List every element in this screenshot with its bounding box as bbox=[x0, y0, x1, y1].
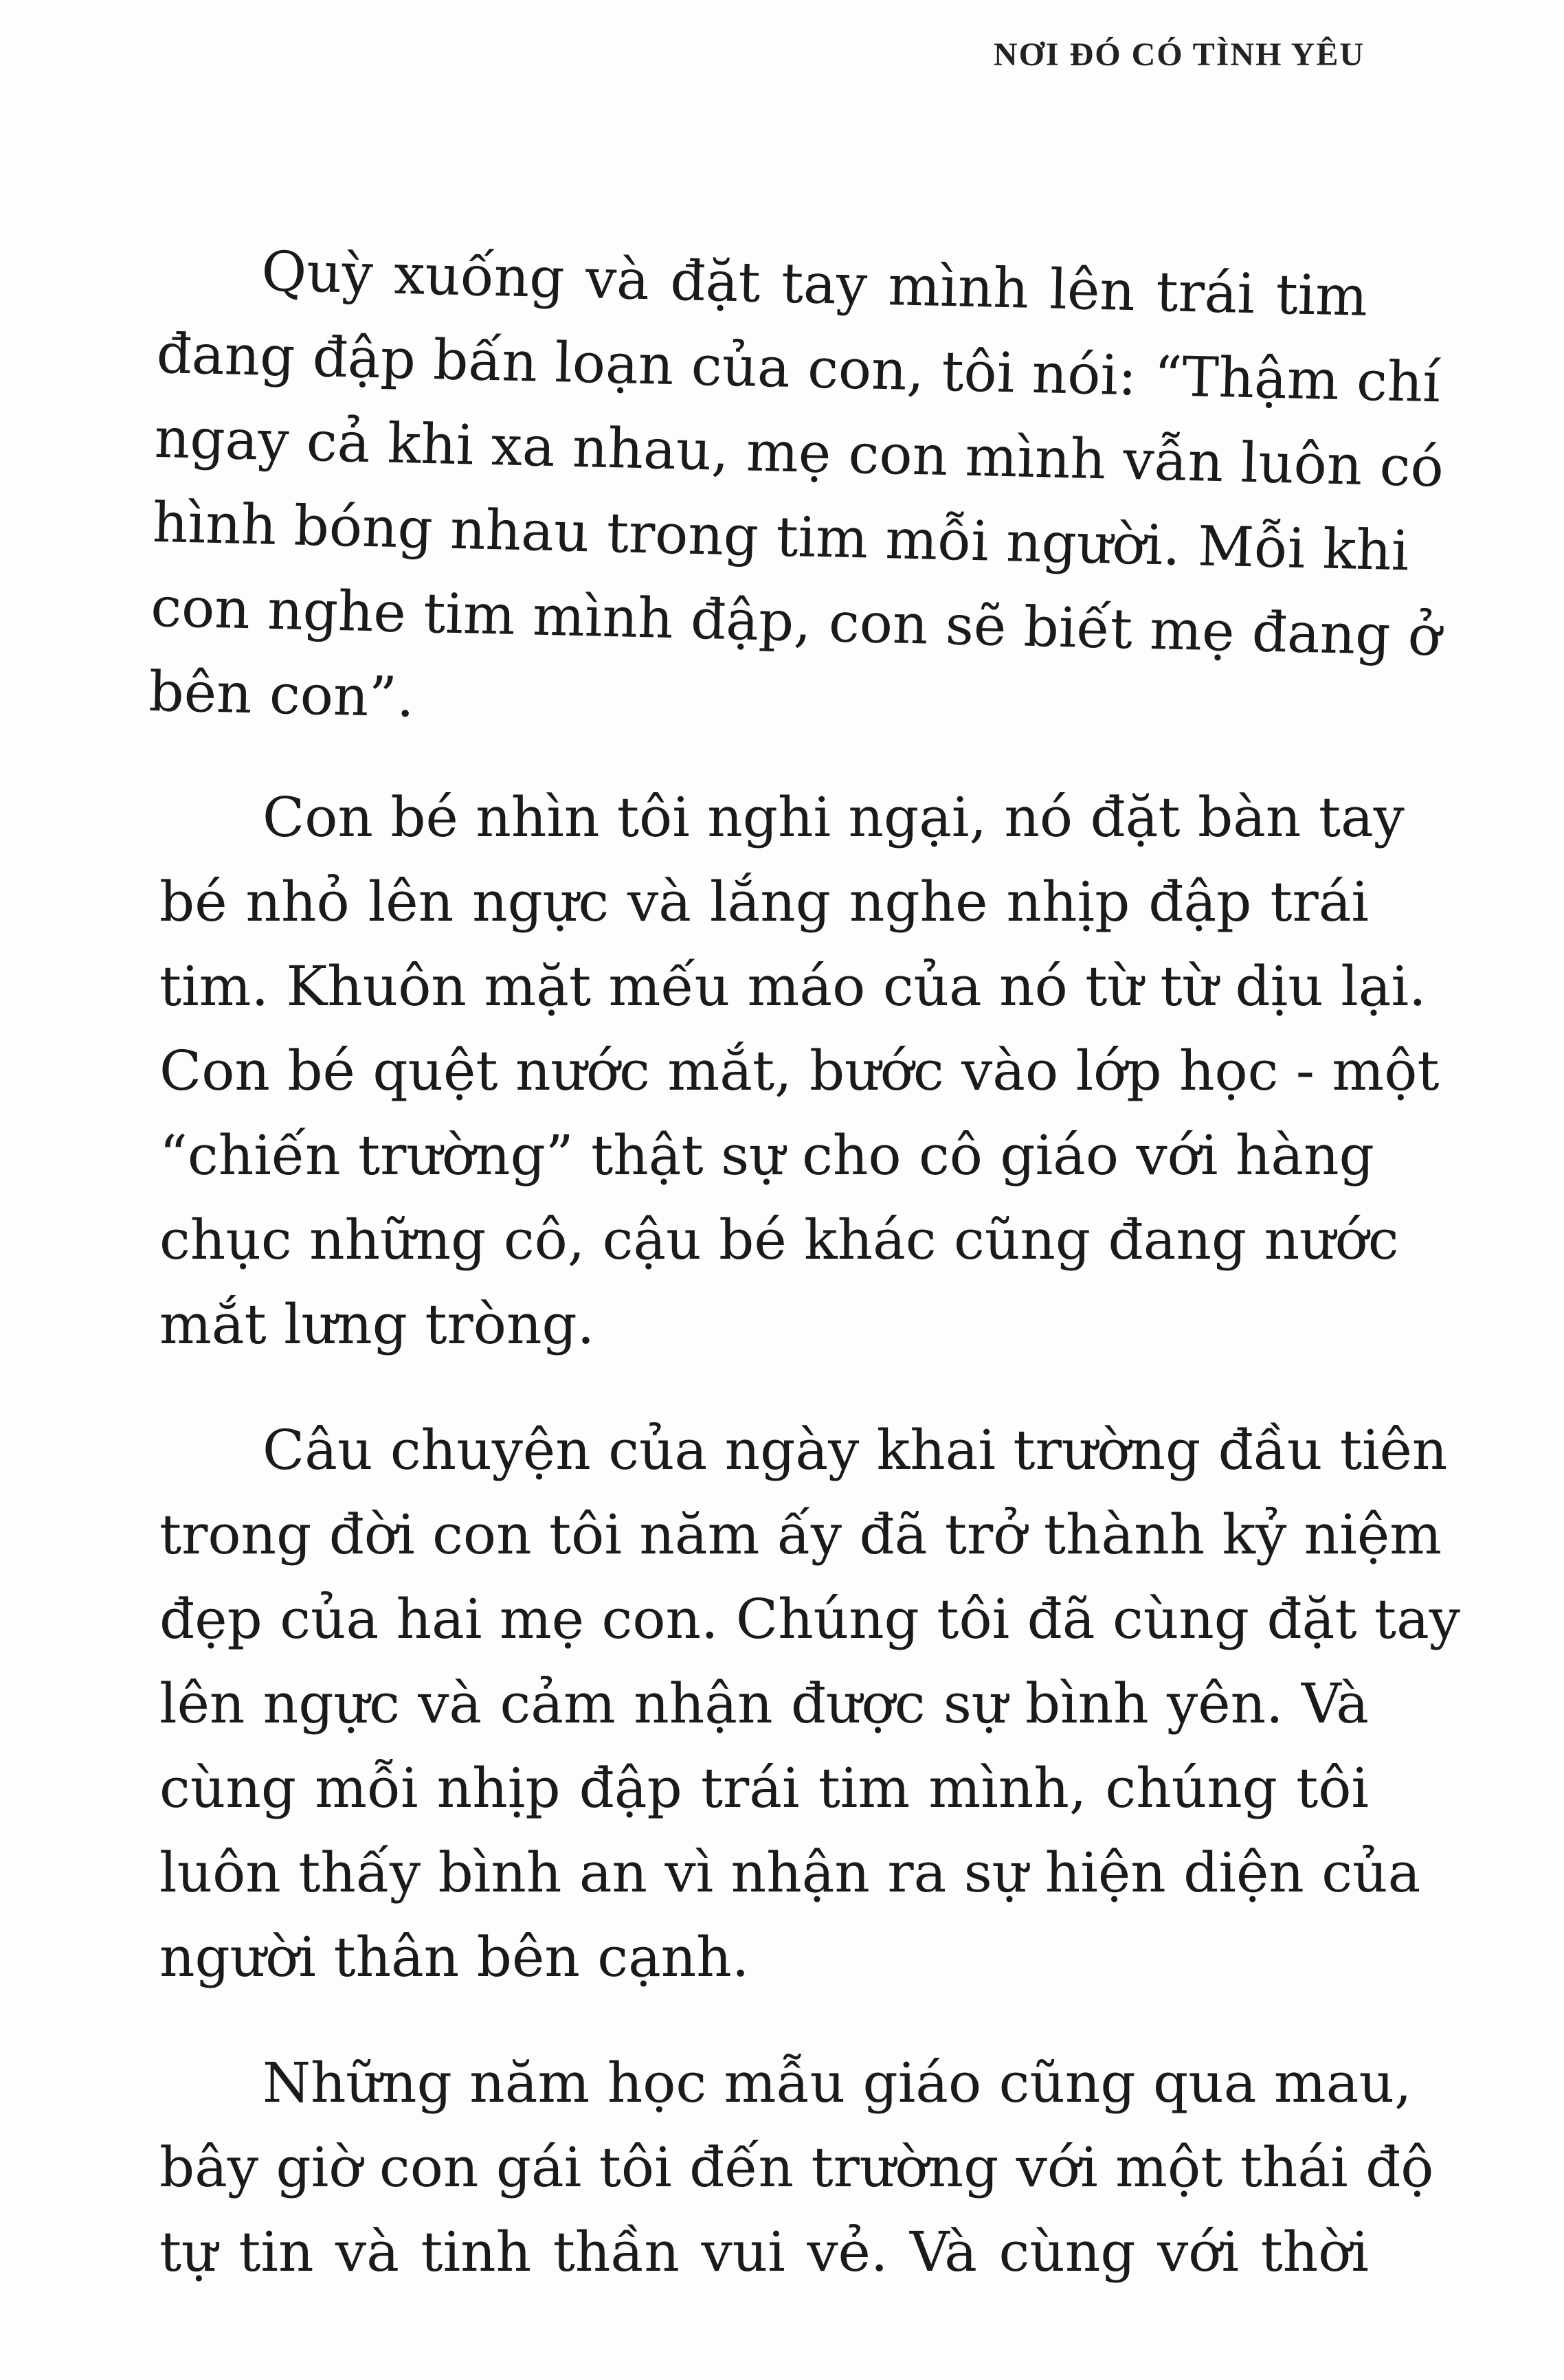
text-line: tim. Khuôn mặt mếu máo của nó từ từ dịu lại. bbox=[159, 954, 1427, 1018]
text-line: bây giờ con gái tôi đến trường với một thái độ bbox=[159, 2135, 1434, 2199]
text-line: mắt lưng tròng. bbox=[159, 1292, 595, 1356]
body-text bbox=[148, 227, 1460, 2335]
text-line: Quỳ xuống và đặt tay mình lên trái tim bbox=[260, 239, 1369, 328]
text-line: con nghe tim mình đập, con sẽ biết mẹ đang ở bbox=[150, 574, 1442, 669]
text-line: Con bé nhìn tôi nghi ngại, nó đặt bàn tay bbox=[262, 785, 1405, 849]
paragraph-4 bbox=[159, 2041, 1434, 2294]
text-line: đang đập bấn loạn của con, tôi nói: “Thậm chí bbox=[155, 321, 1442, 415]
text-line: trong đời con tôi năm ấy đã trở thành kỷ niệm bbox=[159, 1503, 1442, 1567]
text-line: đẹp của hai mẹ con. Chúng tôi đã cùng đặt tay bbox=[159, 1587, 1460, 1651]
text-line: người thân bên cạnh. bbox=[159, 1925, 750, 1989]
text-line: “chiến trường” thật sự cho cô giáo với hàng bbox=[159, 1123, 1374, 1187]
paragraph-2 bbox=[159, 775, 1440, 1367]
text-line: Câu chuyện của ngày khai trường đầu tiên bbox=[262, 1418, 1448, 1482]
text-line: chục những cô, cậu bé khác cũng đang nước bbox=[159, 1208, 1399, 1272]
text-line: hình bóng nhau trong tim mỗi người. Mỗi khi bbox=[152, 490, 1410, 583]
text-line: cùng mỗi nhịp đập trái tim mình, chúng tôi bbox=[159, 1756, 1369, 1820]
text-line: Con bé quệt nước mắt, bước vào lớp học - một bbox=[159, 1039, 1440, 1103]
text-line: luôn thấy bình an vì nhận ra sự hiện diện của bbox=[159, 1841, 1421, 1905]
text-line: lên ngực và cảm nhận được sự bình yên. Và bbox=[159, 1672, 1369, 1736]
text-line: tự tin và tinh thần vui vẻ. Và cùng với thời bbox=[159, 2220, 1369, 2284]
text-line: Những năm học mẫu giáo cũng qua mau, bbox=[262, 2051, 1412, 2115]
text-line: bên con”. bbox=[148, 659, 415, 730]
running-header-title: NƠI ĐÓ CÓ TÌNH YÊU bbox=[993, 36, 1365, 73]
paragraph-3 bbox=[159, 1408, 1460, 1999]
text-line: ngay cả khi xa nhau, mẹ con mình vẫn luôn có bbox=[153, 405, 1444, 499]
paragraph-1 bbox=[148, 227, 1444, 761]
text-line: bé nhỏ lên ngực và lắng nghe nhịp đập trái bbox=[159, 870, 1369, 934]
